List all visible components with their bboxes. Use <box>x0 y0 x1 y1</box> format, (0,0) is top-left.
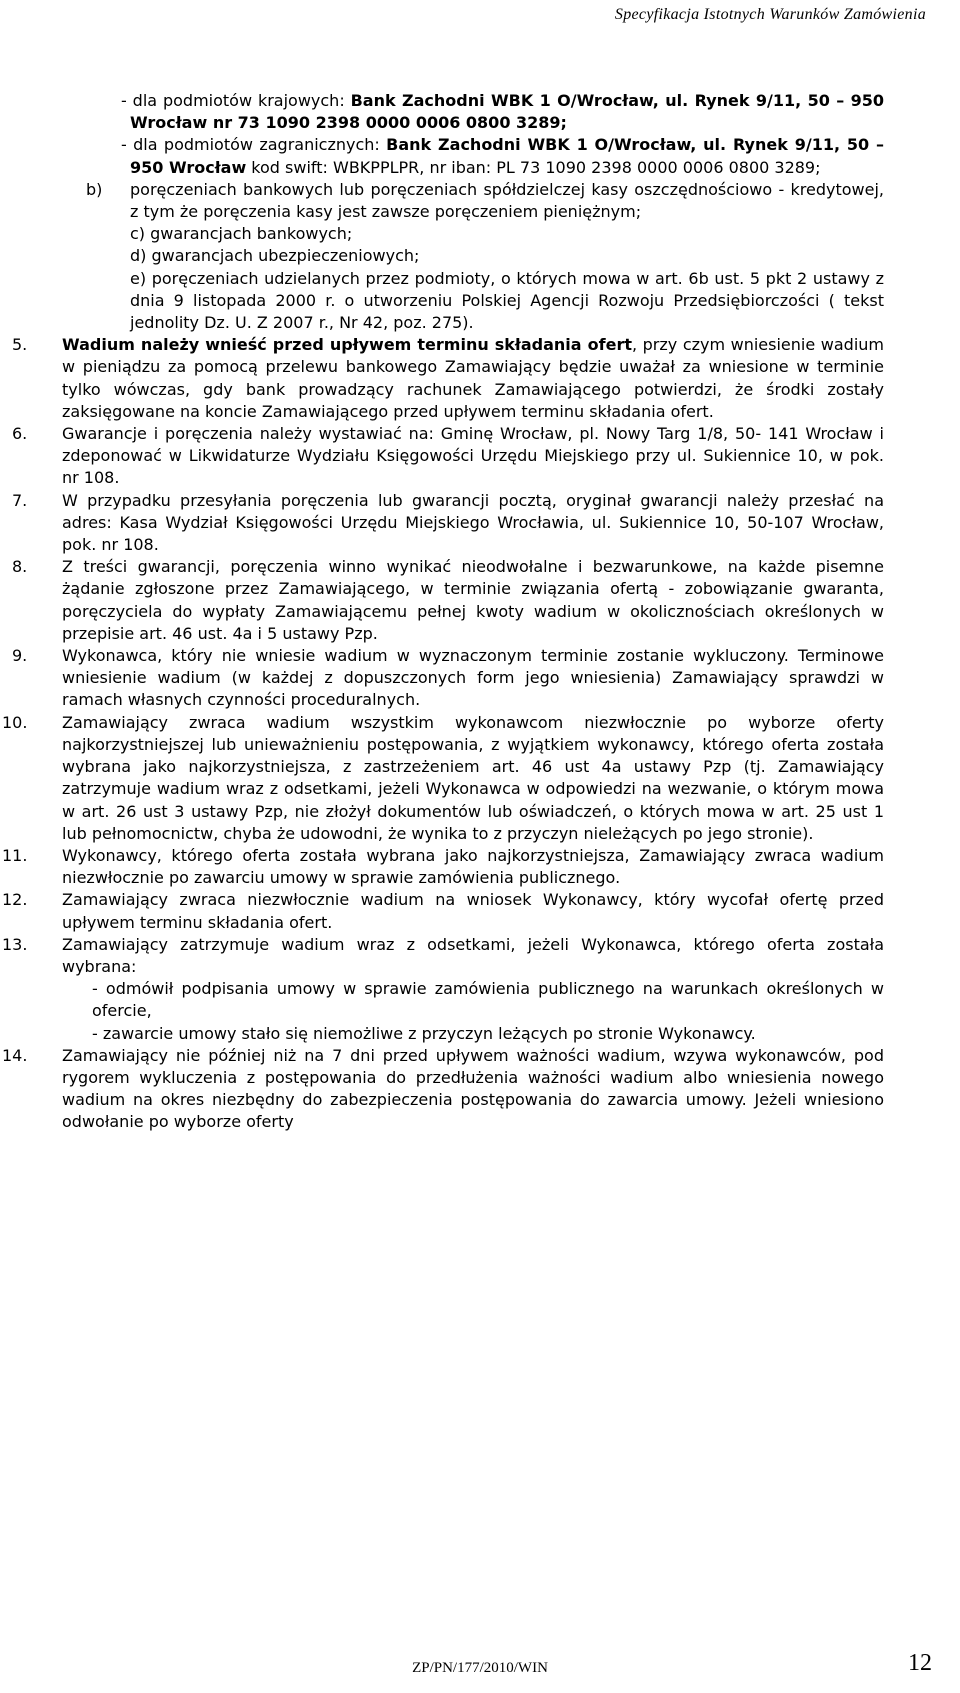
section-item-13-dashes <box>62 978 884 1045</box>
list-label: b) <box>86 179 103 199</box>
wadium-form-b <box>86 179 884 223</box>
item-text: Zamawiający nie później niż na 7 dni przed upływem ważności wadium, wzywa wykonawców, pod rygorem wykluczenia z postępowania do przedłużenia ważności wadium albo wniesienia nowego wadium na okres niezbędny do zabezpieczenia postępowania do zawarcia umowy. Jeżeli wniesiono odwołanie po wyborze oferty <box>62 1045 884 1132</box>
bank-foreign-label: - dla podmiotów zagranicznych: <box>121 135 387 155</box>
item-text: Zamawiający zwraca niezwłocznie wadium na wniosek Wykonawcy, który wycofał ofertę przed upływem terminu składania ofert. <box>62 890 884 932</box>
item-text: Gwarancje i poręczenia należy wystawiać na: Gminę Wrocław, pl. Nowy Targ 1/8, 50- 141 Wrocław i zdeponować w Likwidaturze Wydziału Księgowości Urzędu Miejskiego przy ul. Sukiennice 10, w pok. nr 108. <box>62 424 884 488</box>
bank-account-foreign <box>121 134 884 178</box>
item-number: 13. <box>2 934 28 954</box>
item-number: 7. <box>12 490 28 510</box>
list-item-text: d) gwarancjach ubezpieczeniowych; <box>130 246 420 266</box>
item-number: 5. <box>12 335 28 355</box>
wadium-form-c <box>130 223 884 245</box>
item-text: Wykonawca, który nie wniesie wadium w wyznaczonym terminie zostanie wykluczony. Terminowe wniesienie wadium (w każdej z dopuszczonych form jego wniesienia) Zamawiający sprawdzi w ramach własnych czynności proceduralnych. <box>62 646 884 710</box>
document-body <box>0 90 960 1134</box>
wadium-form-d <box>130 245 884 267</box>
list-item-text: c) gwarancjach bankowych; <box>130 224 353 244</box>
list-item-text: e) poręczeniach udzielanych przez podmioty, o których mowa w art. 6b ust. 5 pkt 2 ustawy z dnia 9 listopada 2000 r. o utworzeniu Polskiej Agencji Rozwoju Przedsiębiorczości ( tekst jednolity Dz. U. Z 2007 r., Nr 42, poz. 275). <box>130 268 884 333</box>
item-text: Wykonawcy, którego oferta została wybrana jako najkorzystniejsza, Zamawiający zwraca wadium niezwłocznie po zawarciu umowy w sprawie zamówienia publicznego. <box>62 845 884 888</box>
section-item-9 <box>12 645 884 712</box>
item-text: Zamawiający zwraca wadium wszystkim wykonawcom niezwłocznie po wyborze oferty najkorzystniejszej lub unieważnieniu postępowania, z wyjątkiem wykonawcy, którego oferta została wybrana jako najkorzystniejsza, z zastrzeżeniem art. 46 ust 4a ustawy Pzp (tj. Zamawiający zatrzymuje wadium wraz z odsetkami, jeżeli Wykonawca w odpowiedzi na wezwanie, o którym mowa w art. 26 ust 3 ustawy Pzp, nie złożył dokumentów lub oświadczeń, o których mowa w art. 25 ust 1 lub pełnomocnictw, chyba że udowodni, że wynika to z przyczyn nieleżących po jego stronie). <box>62 712 884 843</box>
section-item-7 <box>12 490 884 557</box>
section-item-13 <box>2 934 884 978</box>
item-text: Z treści gwarancji, poręczenia winno wynikać nieodwołalne i bezwarunkowe, na każde pisemne żądanie zgłoszone przez Zamawiającego, w terminie związania ofertą - zobowiązanie gwaranta, poręczyciela do wypłaty Zamawiającemu pełnej kwoty wadium w okolicznościach określonych w przepisie art. 46 ust. 4a i 5 ustawy Pzp. <box>62 557 884 643</box>
list-item-text: poręczeniach bankowych lub poręczeniach spółdzielczej kasy oszczędnościowo - kredytowej, z tym że poręczenia kasy jest zawsze poręczeniem pieniężnym; <box>130 179 884 222</box>
section-item-12 <box>2 889 884 933</box>
item-text: W przypadku przesyłania poręczenia lub gwarancji pocztą, oryginał gwarancji należy przesłać na adres: Kasa Wydział Księgowości Urzędu Miejskiego Wrocławia, ul. Sukiennice 10, 50-107 Wrocław, pok. nr 108. <box>62 490 884 555</box>
item-bold-text: Wadium należy wnieść przed upływem terminu składania ofert <box>62 335 632 355</box>
section-item-8 <box>12 556 884 645</box>
item-text: Zamawiający zatrzymuje wadium wraz z odsetkami, jeżeli Wykonawca, którego oferta została wybrana: <box>62 934 884 976</box>
item-number: 6. <box>12 424 28 444</box>
bank-foreign-swift: kod swift: WBKPPLPR, nr iban: PL 73 1090 2398 0000 0006 0800 3289; <box>246 157 821 177</box>
dash-item: - zawarcie umowy stało się niemożliwe z przyczyn leżących po stronie Wykonawcy. <box>92 1023 756 1043</box>
section-item-11 <box>2 845 884 889</box>
section-item-14 <box>2 1045 884 1134</box>
section-item-6 <box>12 423 884 490</box>
item-number: 11. <box>2 845 28 865</box>
bank-account-domestic <box>121 90 885 134</box>
item-number: 9. <box>12 646 28 666</box>
item-number: 8. <box>12 557 28 577</box>
section-item-10 <box>2 712 884 845</box>
document-reference-code: ZP/PN/177/2010/WIN <box>412 1660 548 1676</box>
page-number: 12 <box>908 1650 932 1676</box>
item-number: 14. <box>2 1045 28 1065</box>
dash-item: - odmówił podpisania umowy w sprawie zamówienia publicznego na warunkach określonych w ofercie, <box>92 979 884 1021</box>
bank-domestic-label: - dla podmiotów krajowych: <box>121 91 351 110</box>
wadium-form-e <box>130 268 884 335</box>
bank-domestic-details: Bank Zachodni WBK 1 O/Wrocław, ul. Rynek 9/11, 50 – 950 Wrocław nr 73 1090 2398 0000 0006 0800 3289; <box>130 91 885 133</box>
bank-foreign-details: Bank Zachodni WBK 1 O/Wrocław, ul. Rynek 9/11, 50 – 950 Wrocław <box>130 135 884 177</box>
section-item-5 <box>12 334 884 423</box>
item-number: 12. <box>2 890 28 910</box>
item-number: 10. <box>2 712 28 732</box>
running-header: Specyfikacja Istotnych Warunków Zamówienia <box>614 6 926 23</box>
item-text: , przy czym wniesienie wadium w pieniądzu za pomocą przelewu bankowego Zamawiający będzie uważał za wniesione w terminie tylko wówczas, gdy bank prowadzący rachunek Zamawiającego potwierdzi, że środki zostały zaksięgowane na koncie Zamawiającego przed upływem terminu składania ofert. <box>62 335 884 421</box>
